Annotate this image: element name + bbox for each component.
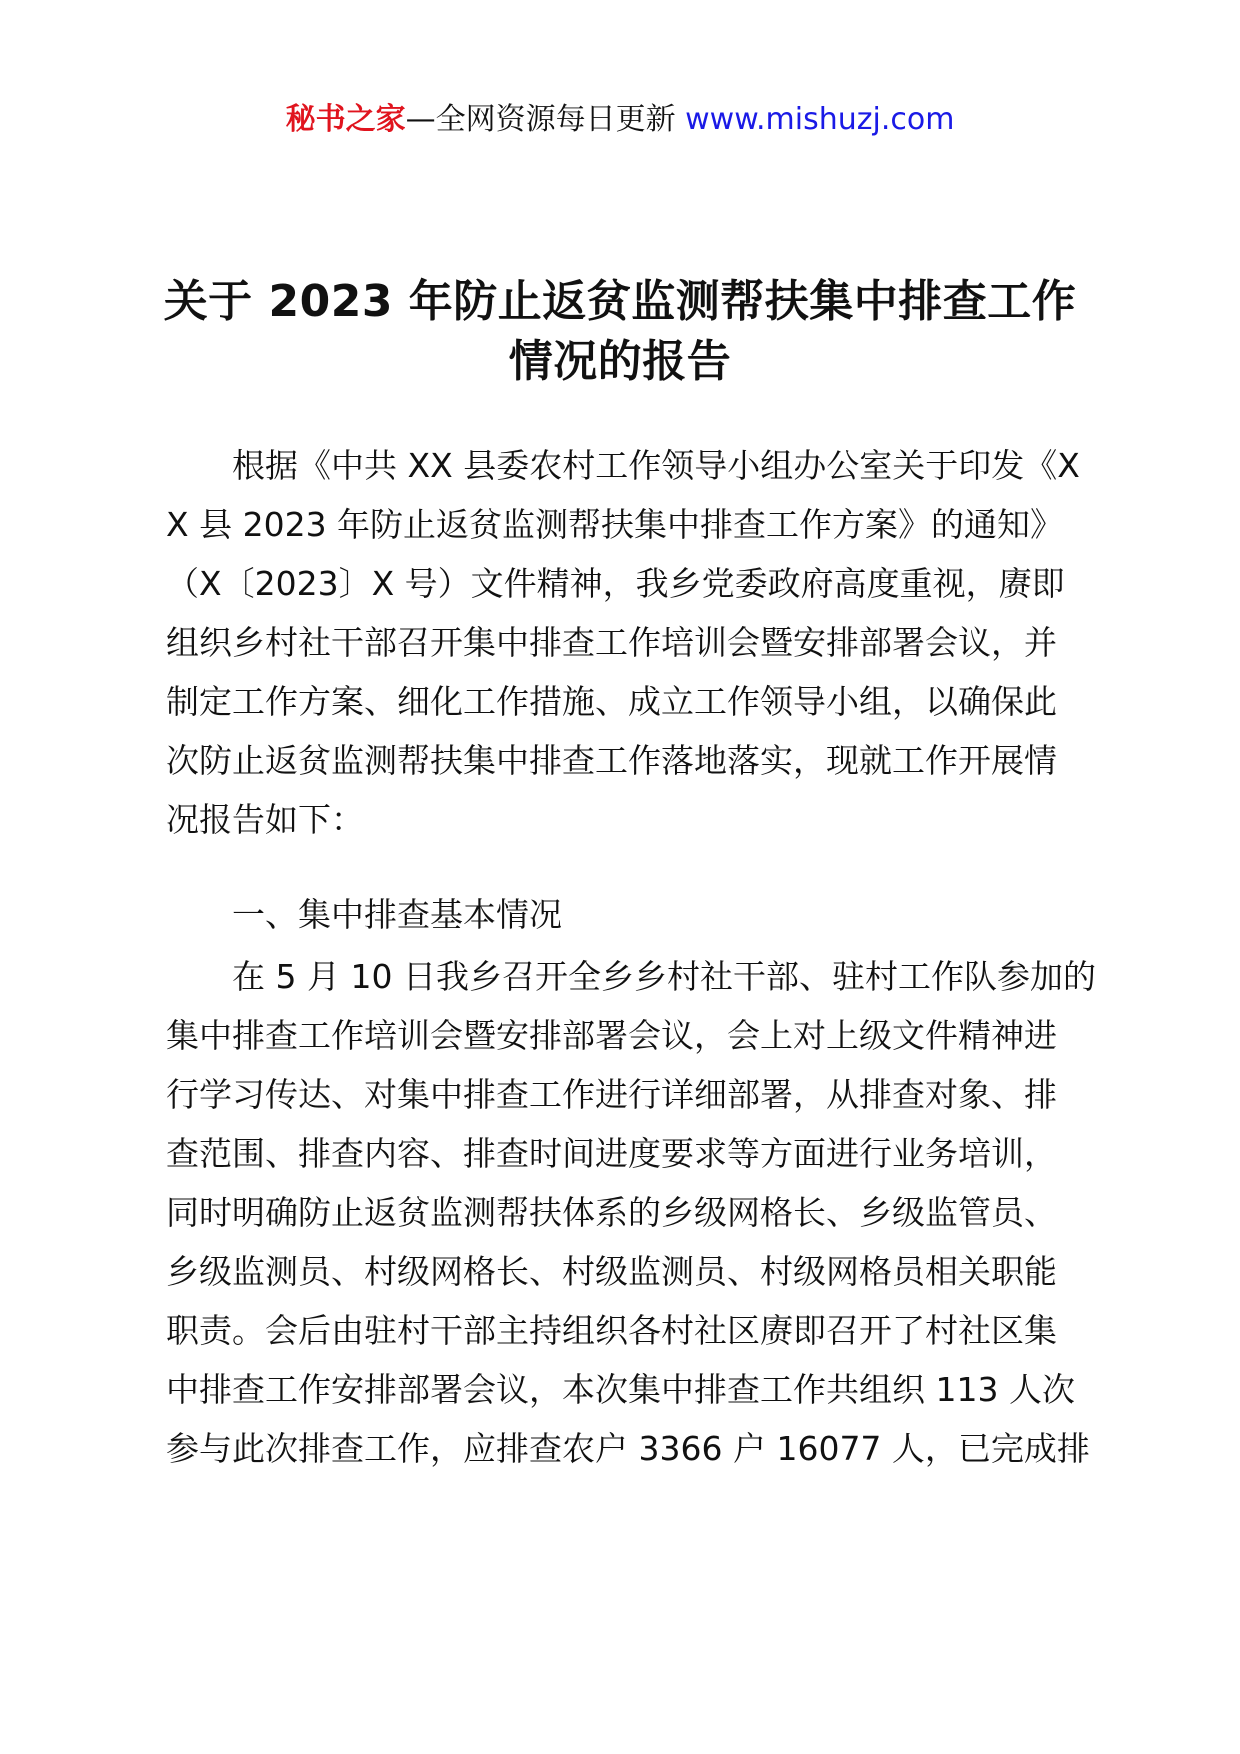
paragraph-line: 职责。会后由驻村干部主持组织各村社区赓即召开了村社区集 <box>166 1311 1057 1350</box>
document-title <box>150 272 1090 392</box>
paragraph-line: 在 5 月 10 日我乡召开全乡乡村社干部、驻村工作队参加的 <box>232 957 1096 996</box>
paragraph-line: 查范围、排查内容、排查时间进度要求等方面进行业务培训， <box>166 1134 1057 1173</box>
paragraph-line: 组织乡村社干部召开集中排查工作培训会暨安排部署会议，并 <box>166 623 1057 662</box>
banner-brand: 秘书之家 <box>285 102 406 137</box>
site-banner <box>0 100 1240 140</box>
paragraph-section-1 <box>166 947 1096 1478</box>
paragraph-line: 制定工作方案、细化工作措施、成立工作领导小组，以确保此 <box>166 682 1057 721</box>
paragraph-line: （X〔2023〕X 号）文件精神，我乡党委政府高度重视，赓即 <box>166 564 1065 603</box>
section-heading-text: 一、集中排查基本情况 <box>232 895 562 934</box>
paragraph-line: 次防止返贫监测帮扶集中排查工作落地落实，现就工作开展情 <box>166 741 1057 780</box>
title-line: 关于 2023 年防止返贫监测帮扶集中排查工作 <box>163 276 1077 327</box>
paragraph-line: 参与此次排查工作，应排查农户 3366 户 16077 人，已完成排 <box>166 1429 1090 1468</box>
paragraph-line: 行学习传达、对集中排查工作进行详细部署，从排查对象、排 <box>166 1075 1057 1114</box>
paragraph-line: 集中排查工作培训会暨安排部署会议，会上对上级文件精神进 <box>166 1016 1057 1055</box>
paragraph-line: 同时明确防止返贫监测帮扶体系的乡级网格长、乡级监管员、 <box>166 1193 1057 1232</box>
section-heading <box>166 885 1088 944</box>
paragraph-line: 中排查工作安排部署会议，本次集中排查工作共组织 113 人次 <box>166 1370 1075 1409</box>
banner-slogan: —全网资源每日更新 <box>405 102 676 137</box>
paragraph-line: 根据《中共 XX 县委农村工作领导小组办公室关于印发《X <box>232 446 1080 485</box>
paragraph-line: X 县 2023 年防止返贫监测帮扶集中排查工作方案》的通知》 <box>166 505 1064 544</box>
paragraph-intro <box>166 436 1088 849</box>
banner-url-link[interactable]: www.mishuzj.com <box>685 102 955 137</box>
title-line: 情况的报告 <box>508 336 732 387</box>
paragraph-line: 况报告如下： <box>166 800 364 839</box>
paragraph-line: 乡级监测员、村级网格长、村级监测员、村级网格员相关职能 <box>166 1252 1057 1291</box>
